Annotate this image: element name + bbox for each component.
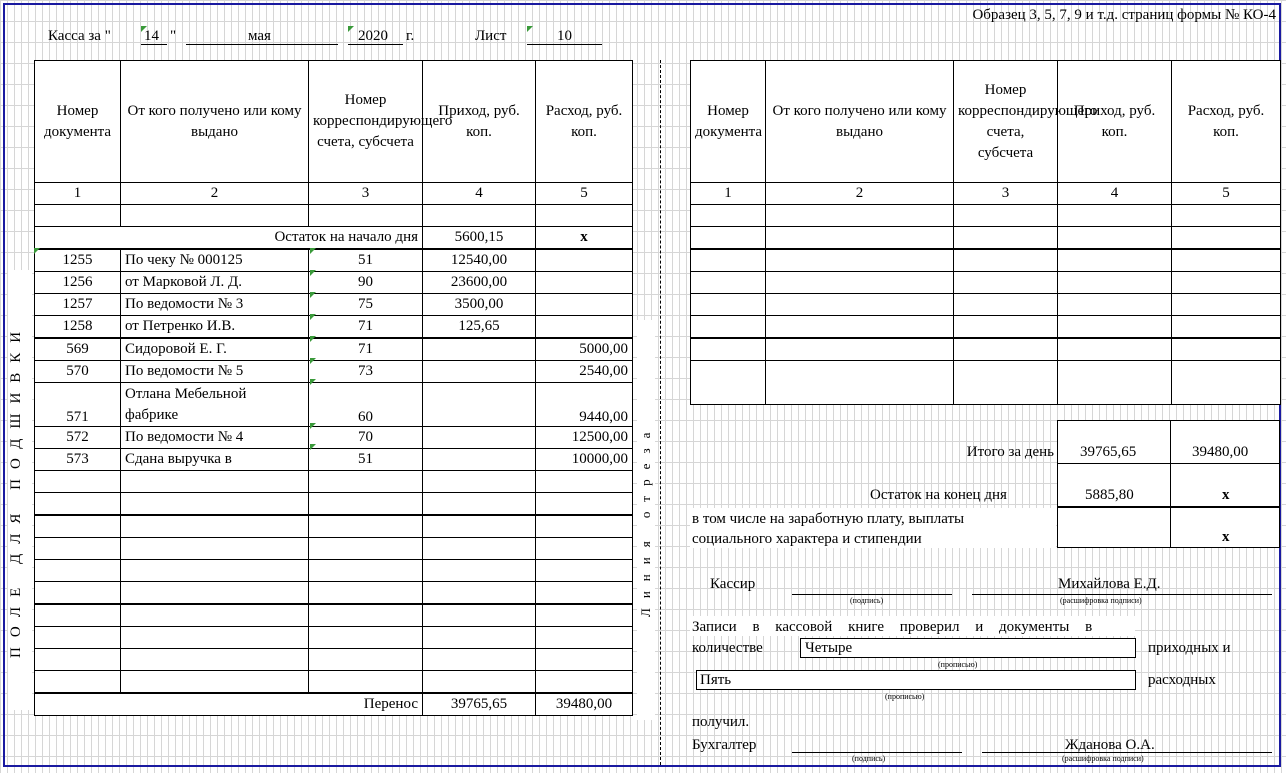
col-number: 2 bbox=[121, 183, 309, 205]
expense: 9440,00 bbox=[536, 383, 633, 427]
income: 125,65 bbox=[423, 316, 536, 339]
cashier-name: Михайлова Е.Д. bbox=[1058, 576, 1161, 592]
cashier-sign-hint: (подпись) bbox=[850, 596, 884, 605]
cash-table-right bbox=[690, 60, 1281, 405]
sample-note: Образец 3, 5, 7, 9 и т.д. страниц формы № КО-4 bbox=[972, 7, 1276, 23]
account: 70 bbox=[309, 427, 423, 449]
expense bbox=[536, 294, 633, 316]
binding-margin-text: ПОЛЕ ДЛЯ ПОДШИВКИ bbox=[8, 321, 24, 659]
accountant-name: Жданова О.А. bbox=[1065, 737, 1155, 753]
table-row bbox=[35, 449, 633, 471]
col-number: 1 bbox=[691, 183, 766, 205]
expense: 5000,00 bbox=[536, 338, 633, 361]
salary-line-2: социального характера и стипендии bbox=[692, 531, 922, 547]
col-account-header: Номер корреспондирующего счета, субсчета bbox=[309, 61, 423, 183]
cut-line-text: Линия отреза bbox=[638, 422, 653, 618]
cell-marker bbox=[310, 336, 316, 342]
expense: 10000,00 bbox=[536, 449, 633, 471]
col-from-to-header: От кого получено или кому выдано bbox=[121, 61, 309, 183]
day-total-label: Итого за день bbox=[966, 444, 1054, 460]
received-label: получил. bbox=[692, 714, 750, 730]
col-expense-header: Расход, руб. коп. bbox=[1172, 61, 1281, 183]
counterparty bbox=[121, 383, 309, 427]
carry-over-income: 39765,65 bbox=[423, 693, 536, 716]
expense-count: Пять bbox=[700, 672, 732, 688]
col-expense-header: Расход, руб. коп. bbox=[536, 61, 633, 183]
col-income-header: Приход, руб. коп. bbox=[1058, 61, 1172, 183]
kassa-label: Касса за " bbox=[48, 28, 111, 44]
cell-marker bbox=[310, 314, 316, 320]
counterparty: Сидоровой Е. Г. bbox=[121, 338, 309, 361]
carry-over-label: Перенос bbox=[35, 693, 423, 716]
counterparty: По ведомости № 3 bbox=[121, 294, 309, 316]
totals-divider bbox=[1057, 506, 1280, 508]
income-count: Четыре bbox=[805, 640, 853, 656]
carry-over-expense: 39480,00 bbox=[536, 693, 633, 716]
accountant-name-hint: (расшифровка подписи) bbox=[1062, 754, 1144, 763]
year-underline bbox=[348, 44, 403, 45]
doc-number: 1257 bbox=[35, 294, 121, 316]
col-account-header: Номер корреспондирующего счета, субсчета bbox=[954, 61, 1058, 183]
account: 51 bbox=[309, 249, 423, 272]
propisyu-hint-1: (прописью) bbox=[938, 660, 978, 669]
opening-balance-value: 5600,15 bbox=[423, 227, 536, 250]
day-total-expense: 39480,00 bbox=[1192, 444, 1249, 460]
closing-balance-x: х bbox=[1222, 487, 1230, 503]
sheet-label: Лист bbox=[475, 28, 507, 44]
check-text: Записи в кассовой книге проверил и документы в bbox=[692, 619, 1093, 635]
day-total-income: 39765,65 bbox=[1080, 444, 1137, 460]
col-number: 3 bbox=[954, 183, 1058, 205]
income: 23600,00 bbox=[423, 272, 536, 294]
counterparty: от Петренко И.В. bbox=[121, 316, 309, 339]
col-income-header: Приход, руб. коп. bbox=[423, 61, 536, 183]
table-row bbox=[35, 338, 633, 361]
cell-marker bbox=[348, 26, 354, 32]
month-underline bbox=[186, 44, 338, 45]
accountant-sign-line bbox=[792, 752, 962, 753]
table-row bbox=[35, 272, 633, 294]
cell-marker bbox=[34, 248, 40, 254]
counterparty: По чеку № 000125 bbox=[121, 249, 309, 272]
accountant-name-line bbox=[982, 752, 1272, 753]
expense-docs-label: расходных bbox=[1148, 672, 1216, 688]
income bbox=[423, 383, 536, 427]
counterparty: По ведомости № 5 bbox=[121, 361, 309, 383]
cashier-name-hint: (расшифровка подписи) bbox=[1060, 596, 1142, 605]
salary-line-1: в том числе на заработную плату, выплаты bbox=[692, 511, 965, 527]
doc-number: 573 bbox=[35, 449, 121, 471]
totals-divider bbox=[1057, 463, 1280, 464]
expense bbox=[536, 316, 633, 339]
income-docs-label: приходных и bbox=[1148, 640, 1231, 656]
day-value: 14 bbox=[144, 28, 159, 44]
sheet-number: 10 bbox=[557, 28, 572, 44]
day-underline bbox=[141, 44, 167, 45]
income bbox=[423, 361, 536, 383]
totals-divider bbox=[1170, 420, 1171, 548]
col-number: 5 bbox=[536, 183, 633, 205]
totals-box bbox=[1057, 420, 1280, 548]
table-row bbox=[35, 383, 633, 427]
expense-count-box bbox=[696, 670, 1136, 690]
salary-x: х bbox=[1222, 529, 1230, 545]
cell-marker bbox=[527, 26, 533, 32]
cashier-name-line bbox=[972, 594, 1272, 595]
income bbox=[423, 427, 536, 449]
col-doc-no-header: Номер документа bbox=[35, 61, 121, 183]
table-row bbox=[35, 361, 633, 383]
col-number: 1 bbox=[35, 183, 121, 205]
table-row bbox=[35, 294, 633, 316]
doc-number: 1258 bbox=[35, 316, 121, 339]
accountant-label: Бухгалтер bbox=[692, 737, 757, 753]
col-number: 5 bbox=[1172, 183, 1281, 205]
expense bbox=[536, 249, 633, 272]
cashier-label: Кассир bbox=[710, 576, 756, 592]
account: 90 bbox=[309, 272, 423, 294]
opening-balance-x: х bbox=[536, 227, 633, 250]
income: 12540,00 bbox=[423, 249, 536, 272]
expense: 2540,00 bbox=[536, 361, 633, 383]
doc-number: 572 bbox=[35, 427, 121, 449]
col-number: 2 bbox=[766, 183, 954, 205]
cell-marker bbox=[310, 248, 316, 254]
counterparty: По ведомости № 4 bbox=[121, 427, 309, 449]
col-doc-no-header: Номер документа bbox=[691, 61, 766, 183]
doc-number: 570 bbox=[35, 361, 121, 383]
doc-number: 569 bbox=[35, 338, 121, 361]
year-value: 2020 bbox=[358, 28, 388, 44]
account: 51 bbox=[309, 449, 423, 471]
expense bbox=[536, 272, 633, 294]
doc-number: 1256 bbox=[35, 272, 121, 294]
expense: 12500,00 bbox=[536, 427, 633, 449]
counterparty: от Марковой Л. Д. bbox=[121, 272, 309, 294]
col-from-to-header: От кого получено или кому выдано bbox=[766, 61, 954, 183]
account: 75 bbox=[309, 294, 423, 316]
income bbox=[423, 449, 536, 471]
closing-balance-label: Остаток на конец дня bbox=[870, 487, 1007, 503]
propisyu-hint-2: (прописью) bbox=[885, 692, 925, 701]
quantity-label: количестве bbox=[692, 640, 763, 656]
cell-marker bbox=[310, 292, 316, 298]
col-number: 4 bbox=[423, 183, 536, 205]
cut-line bbox=[660, 60, 661, 765]
cell-marker bbox=[310, 358, 316, 364]
income bbox=[423, 338, 536, 361]
sheet-underline bbox=[527, 44, 602, 45]
table-row bbox=[35, 249, 633, 272]
month-value: мая bbox=[248, 28, 271, 44]
counterparty-line: фабрике bbox=[125, 406, 179, 423]
account: 71 bbox=[309, 338, 423, 361]
col-number: 4 bbox=[1058, 183, 1172, 205]
cell-marker bbox=[310, 270, 316, 276]
counterparty-line: Отлана Мебельной bbox=[125, 385, 247, 402]
table-row bbox=[35, 427, 633, 449]
doc-number: 1255 bbox=[35, 249, 121, 272]
account: 73 bbox=[309, 361, 423, 383]
accountant-sign-hint: (подпись) bbox=[852, 754, 886, 763]
account: 71 bbox=[309, 316, 423, 339]
cell-marker bbox=[310, 423, 316, 429]
table-row bbox=[35, 316, 633, 339]
col-number: 3 bbox=[309, 183, 423, 205]
cashier-sign-line bbox=[792, 594, 952, 595]
income: 3500,00 bbox=[423, 294, 536, 316]
counterparty: Сдана выручка в bbox=[121, 449, 309, 471]
opening-balance-label: Остаток на начало дня bbox=[35, 227, 423, 250]
day-quote: " bbox=[170, 28, 177, 44]
cash-table-left bbox=[34, 60, 633, 716]
cell-marker bbox=[310, 379, 316, 385]
account: 60 bbox=[309, 383, 423, 427]
closing-balance-value: 5885,80 bbox=[1085, 487, 1134, 503]
year-suffix: г. bbox=[406, 28, 415, 44]
cell-marker bbox=[310, 444, 316, 450]
doc-number: 571 bbox=[35, 383, 121, 427]
